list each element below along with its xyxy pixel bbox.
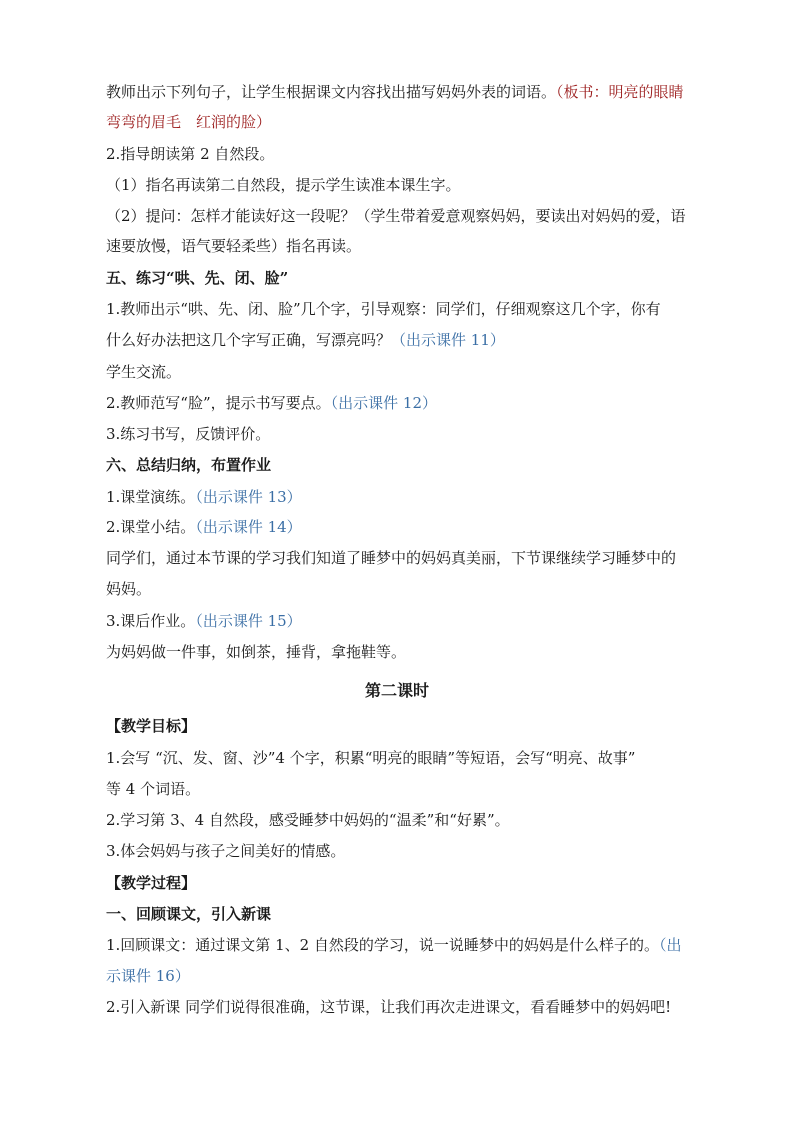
text: 什么好办法把这几个字写正确，写漂亮吗？ <box>106 331 392 349</box>
paragraph-line: 3.练习书写，反馈评价。 <box>106 425 271 443</box>
paragraph-line: 等 4 个词语。 <box>106 780 201 798</box>
paragraph-line: 学生交流。 <box>106 363 182 381</box>
courseware-note: （出示课件 15） <box>195 612 302 630</box>
text: 3.课后作业。 <box>106 612 196 630</box>
paragraph-line <box>106 82 718 102</box>
courseware-note: （出 <box>658 936 682 954</box>
paragraph-line: 为妈妈做一件事，如倒茶，捶背，拿拖鞋等。 <box>106 643 407 661</box>
paragraph-line <box>106 112 718 132</box>
paragraph-line: 2.引入新课 同学们说得很准确，这节课，让我们再次走进课文，看看睡梦中的妈妈吧! <box>106 998 672 1016</box>
text: 教师出示下列句子，让学生根据课文内容找出描写妈妈外表的词语。 <box>106 83 557 101</box>
paragraph-line: （1）指名再读第二自然段，提示学生读准本课生字。 <box>106 176 461 194</box>
board-note: 弯弯的眉毛 红润的脸） <box>106 113 272 131</box>
courseware-note: （出示课件 11） <box>391 331 505 349</box>
lesson-title: 第二课时 <box>364 681 429 700</box>
paragraph-line <box>106 966 718 986</box>
board-note: （板书：明亮的眼睛 <box>556 83 684 101</box>
text: 1.回顾课文：通过课文第 1、2 自然段的学习，说一说睡梦中的妈妈是什么样子的。 <box>106 936 659 954</box>
courseware-note: （出示课件 12） <box>330 394 438 412</box>
paragraph-line <box>106 517 718 537</box>
paragraph-line <box>106 935 718 955</box>
paragraph-line: 速要放慢，语气要轻柔些）指名再读。 <box>106 237 362 255</box>
paragraph-line <box>106 611 718 631</box>
paragraph-line: 3.体会妈妈与孩子之间美好的情感。 <box>106 842 346 860</box>
section-heading: 【教学目标】 <box>106 717 197 735</box>
paragraph-line: 同学们，通过本节课的学习我们知道了睡梦中的妈妈真美丽，下节课继续学习睡梦中的 <box>106 549 677 567</box>
paragraph-line <box>106 330 718 350</box>
paragraph-line: 2.指导朗读第 2 自然段。 <box>106 145 275 163</box>
paragraph-line: （2）提问：怎样才能读好这一段呢？（学生带着爱意观察妈妈，要读出对妈妈的爱，语 <box>106 207 686 225</box>
section-heading: 一、回顾课文，引入新课 <box>106 905 272 923</box>
paragraph-line: 1.会写 “沉、发、窗、沙”4 个字，积累“明亮的眼睛”等短语，会写“明亮、故事” <box>106 749 636 767</box>
text: 2.课堂小结。 <box>106 518 196 536</box>
paragraph-line: 2.学习第 3、4 自然段，感受睡梦中妈妈的“温柔”和“好累”。 <box>106 811 510 829</box>
courseware-note: 示课件 16） <box>106 967 190 985</box>
paragraph-line <box>106 487 718 507</box>
courseware-note: （出示课件 13） <box>195 488 302 506</box>
paragraph-line: 妈妈。 <box>106 580 152 598</box>
section-heading: 五、练习“哄、先、闭、脸” <box>106 269 289 287</box>
text: 1.课堂演练。 <box>106 488 196 506</box>
paragraph-line: 1.教师出示“哄、先、闭、脸”几个字，引导观察：同学们，仔细观察这几个字，你有 <box>106 300 661 318</box>
courseware-note: （出示课件 14） <box>195 518 302 536</box>
text: 2.教师范写“脸”，提示书写要点。 <box>106 394 331 412</box>
paragraph-line <box>106 393 718 413</box>
section-heading: 【教学过程】 <box>106 874 197 892</box>
section-heading: 六、总结归纳，布置作业 <box>106 456 272 474</box>
